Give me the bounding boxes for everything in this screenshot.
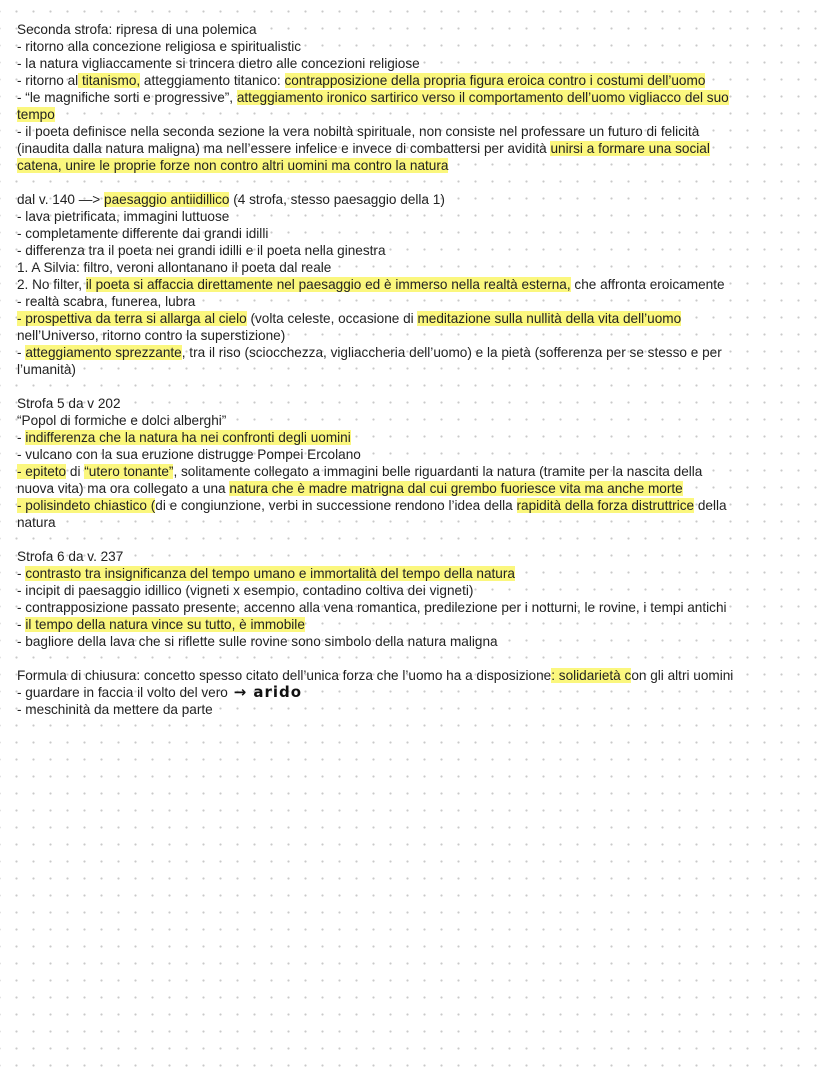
note-line [17,157,817,174]
text-segment: - il poeta definisce nella seconda sezione la vera nobiltà spirituale, non consiste nel professare un futuro di felicità [17,124,700,139]
text-segment: - [17,345,26,360]
highlighted-text: titanismo, [78,73,141,88]
note-line [17,429,817,446]
text-segment: Strofa 5 da v 202 [17,396,121,411]
note-line [17,191,817,208]
highlighted-text: il tempo della natura vince su tutto, è immobile [25,617,305,632]
text-segment: di e congiunzione, verbi in successione rendono l’idea della [155,498,517,513]
highlighted-text: : solidarietà c [551,668,632,683]
highlighted-text: tempo [17,107,55,122]
text-segment: dal v. 140 —> [17,192,105,207]
note-line [17,701,817,718]
text-segment: 1. A Silvia: filtro, veroni allontanano il poeta dal reale [17,260,332,275]
note-line [17,548,817,565]
note-line [17,412,817,429]
note-line [17,395,817,412]
note-line [17,327,817,344]
text-segment: - realtà scabra, funerea, lubra [17,294,196,309]
note-line [17,582,817,599]
note-line [17,684,817,701]
note-line [17,89,817,106]
text-segment: - guardare in faccia il volto del vero [17,685,232,700]
note-line [17,497,817,514]
text-segment: - bagliore della lava che si riflette sulle rovine sono simbolo della natura maligna [17,634,498,649]
note-line [17,293,817,310]
note-line [17,667,817,684]
highlighted-text: meditazione sulla nullità della vita dell’uomo [417,311,682,326]
text-segment: - contrapposizione passato presente, accenno alla vena romantica, predilezione per i notturni, le rovine, i tempi antichi [17,600,727,615]
text-segment: - ritorno alla concezione religiosa e spiritualistic [17,39,302,54]
note-line [17,361,817,378]
note-line [17,446,817,463]
text-segment: natura [17,515,56,530]
note-line [17,565,817,582]
text-segment: Seconda strofa: ripresa di una polemica [17,22,257,37]
text-segment: - meschinità da mettere da parte [17,702,213,717]
highlighted-text: natura che è madre matrigna dal cui grembo fuoriesce vita ma anche morte [229,481,683,496]
highlighted-text: catena, unire le proprie forze non contro altri uomini ma contro la natura [17,158,449,173]
text-segment: l’umanità) [17,362,76,377]
text-segment: - [17,430,26,445]
highlighted-text: il poeta si affaccia direttamente nel paesaggio ed è immerso nella realtà esterna, [85,277,571,292]
highlighted-text: rapidità della forza distruttrice [516,498,695,513]
highlighted-text: atteggiamento ironico sartirico verso il comportamento dell’uomo vigliacco del suo [236,90,729,105]
text-segment: - vulcano con la sua eruzione distrugge Pompei Ercolano [17,447,361,462]
note-line [17,242,817,259]
text-segment: , solitamente collegato a immagini belle riguardanti la natura (tramite per la nascita della [173,464,703,479]
note-line [17,208,817,225]
text-segment: (volta celeste, occasione di [246,311,418,326]
text-segment: Formula di chiusura: concetto spesso citato dell’unica forza che l’uomo ha a disposizione [17,668,552,683]
note-line [17,55,817,72]
text-segment: “Popol di formiche e dolci alberghi” [17,413,227,428]
text-segment: 2. No filter, [17,277,86,292]
note-line [17,344,817,361]
text-segment: - incipit di paesaggio idillico (vigneti x esempio, contadino coltiva dei vigneti) [17,583,474,598]
highlighted-text: “utero tonante” [84,464,174,479]
highlighted-text: paesaggio antiidillico [104,192,230,207]
note-line [17,225,817,242]
highlighted-text: atteggiamento sprezzante [25,345,182,360]
text-segment: - “le magnifiche sorti e progressive”, [17,90,237,105]
note-line [17,310,817,327]
highlighted-text: indifferenza che la natura ha nei confronti degli uomini [25,430,351,445]
text-segment: , tra il riso (sciocchezza, vigliaccheria dell’uomo) e la pietà (sofferenza per se stesso e per [181,345,722,360]
note-line [17,276,817,293]
note-line [17,38,817,55]
text-segment: - la natura vigliaccamente si trincera dietro alle concezioni religiose [17,56,420,71]
note-line [17,463,817,480]
note-line [17,106,817,123]
highlighted-text: contrapposizione della propria figura eroica contro i costumi dell’uomo [284,73,706,88]
note-line [17,259,817,276]
blank-line [17,531,817,548]
text-segment: Strofa 6 da v. 237 [17,549,124,564]
highlighted-text: - prospettiva da terra si allarga al cielo [17,311,247,326]
note-line [17,599,817,616]
text-segment: nell’Universo, ritorno contro la superstizione) [17,328,286,343]
blank-line [17,650,817,667]
text-segment: - differenza tra il poeta nei grandi idilli e il poeta nella ginestra [17,243,386,258]
note-line [17,633,817,650]
blank-line [17,378,817,395]
highlighted-text: - epiteto [17,464,67,479]
highlighted-text: unirsi a formare una social [550,141,710,156]
note-line [17,123,817,140]
text-segment: - [17,617,26,632]
note-line [17,140,817,157]
text-segment: che affronta eroicamente [570,277,725,292]
text-segment: (4 strofa, stesso paesaggio della 1) [229,192,445,207]
note-line [17,480,817,497]
note-line [17,72,817,89]
note-line [17,21,817,38]
highlighted-text: - polisindeto chiastico ( [17,498,156,513]
text-segment: - lava pietrificata, immagini luttuose [17,209,230,224]
text-segment: on gli altri uomini [631,668,734,683]
text-segment: - [17,566,26,581]
note-line [17,514,817,531]
text-segment: della [694,498,727,513]
highlighted-text: contrasto tra insignificanza del tempo umano e immortalità del tempo della natura [25,566,515,581]
note-line [17,616,817,633]
handwritten-annotation: → arido [233,683,303,701]
blank-line [17,174,817,191]
text-segment: - completamente differente dai grandi idilli [17,226,269,241]
note-page [17,21,817,718]
text-segment: di [66,464,85,479]
text-segment: (inaudita dalla natura maligna) ma nell’essere infelice e invece di combattersi per avidità [17,141,551,156]
text-segment: nuova vita) ma ora collegato a una [17,481,230,496]
text-segment: atteggiamento titanico: [140,73,285,88]
text-segment: - ritorno al [17,73,79,88]
